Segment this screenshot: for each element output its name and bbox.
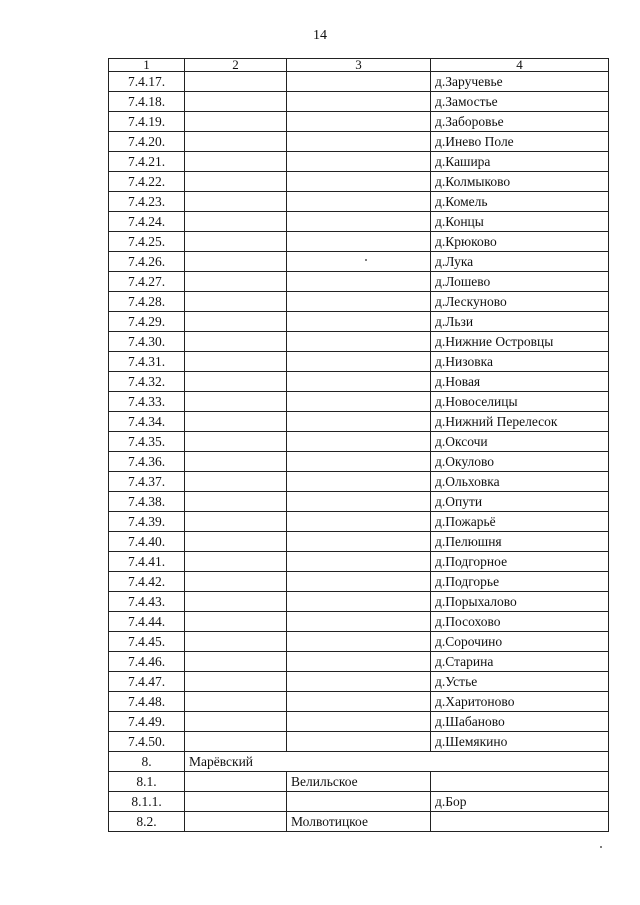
row-settlement: д.Нижний Перелесок xyxy=(431,412,609,432)
row-settlement: д.Подгорье xyxy=(431,572,609,592)
row-number: 7.4.23. xyxy=(109,192,185,212)
row-col-3 xyxy=(287,232,431,252)
row-number: 8.1. xyxy=(109,772,185,792)
table-row xyxy=(109,212,609,232)
table-row xyxy=(109,812,609,832)
row-col-3: Велильское xyxy=(287,772,431,792)
row-col-2 xyxy=(185,372,287,392)
row-number: 7.4.33. xyxy=(109,392,185,412)
row-col-2 xyxy=(185,472,287,492)
scan-speck xyxy=(365,259,367,261)
row-col-2 xyxy=(185,772,287,792)
table-row xyxy=(109,292,609,312)
row-col-3 xyxy=(287,432,431,452)
row-number: 7.4.24. xyxy=(109,212,185,232)
row-number: 7.4.19. xyxy=(109,112,185,132)
row-col-2 xyxy=(185,392,287,412)
row-settlement xyxy=(431,812,609,832)
table-row xyxy=(109,692,609,712)
row-number: 7.4.34. xyxy=(109,412,185,432)
row-col-3 xyxy=(287,792,431,812)
row-settlement: д.Шабаново xyxy=(431,712,609,732)
row-number: 7.4.25. xyxy=(109,232,185,252)
row-settlement: д.Концы xyxy=(431,212,609,232)
row-number: 7.4.22. xyxy=(109,172,185,192)
row-number: 7.4.21. xyxy=(109,152,185,172)
row-col-3 xyxy=(287,652,431,672)
row-col-2 xyxy=(185,812,287,832)
row-col-2 xyxy=(185,412,287,432)
row-col-2 xyxy=(185,792,287,812)
row-number: 7.4.30. xyxy=(109,332,185,352)
row-settlement: д.Инево Поле xyxy=(431,132,609,152)
row-col-2 xyxy=(185,632,287,652)
section-name: Марёвский xyxy=(185,752,609,772)
page-number: 14 xyxy=(313,28,327,43)
table-row xyxy=(109,572,609,592)
table-row xyxy=(109,312,609,332)
row-col-3 xyxy=(287,492,431,512)
table-row xyxy=(109,492,609,512)
row-col-3 xyxy=(287,112,431,132)
row-settlement: д.Старина xyxy=(431,652,609,672)
section-row xyxy=(109,752,609,772)
row-col-3 xyxy=(287,72,431,92)
row-col-2 xyxy=(185,452,287,472)
row-number: 7.4.47. xyxy=(109,672,185,692)
row-col-2 xyxy=(185,732,287,752)
row-settlement: д.Заборовье xyxy=(431,112,609,132)
row-col-3 xyxy=(287,192,431,212)
row-col-3 xyxy=(287,272,431,292)
table-row xyxy=(109,72,609,92)
row-number: 7.4.27. xyxy=(109,272,185,292)
table-row xyxy=(109,632,609,652)
row-settlement: д.Сорочино xyxy=(431,632,609,652)
row-col-2 xyxy=(185,512,287,532)
header-col-1: 1 xyxy=(109,59,185,72)
row-col-2 xyxy=(185,332,287,352)
row-col-3 xyxy=(287,152,431,172)
table-header-row xyxy=(109,59,609,72)
row-col-2 xyxy=(185,212,287,232)
row-settlement: д.Лука xyxy=(431,252,609,272)
row-settlement: д.Новоселицы xyxy=(431,392,609,412)
row-settlement: д.Лошево xyxy=(431,272,609,292)
row-settlement: д.Колмыково xyxy=(431,172,609,192)
table-row xyxy=(109,232,609,252)
row-col-3 xyxy=(287,552,431,572)
table-row xyxy=(109,132,609,152)
row-settlement: д.Льзи xyxy=(431,312,609,332)
row-col-2 xyxy=(185,312,287,332)
row-number: 7.4.17. xyxy=(109,72,185,92)
row-number: 7.4.38. xyxy=(109,492,185,512)
row-col-2 xyxy=(185,72,287,92)
table-row xyxy=(109,192,609,212)
row-col-2 xyxy=(185,532,287,552)
table-row xyxy=(109,472,609,492)
row-settlement: д.Шемякино xyxy=(431,732,609,752)
row-col-2 xyxy=(185,272,287,292)
row-settlement: д.Окулово xyxy=(431,452,609,472)
table-row xyxy=(109,532,609,552)
row-col-3 xyxy=(287,292,431,312)
row-number: 7.4.20. xyxy=(109,132,185,152)
table-row xyxy=(109,792,609,812)
table-row xyxy=(109,452,609,472)
row-col-3 xyxy=(287,352,431,372)
table-row xyxy=(109,652,609,672)
row-number: 7.4.49. xyxy=(109,712,185,732)
header-col-4: 4 xyxy=(431,59,609,72)
row-number: 7.4.45. xyxy=(109,632,185,652)
row-col-3 xyxy=(287,472,431,492)
section-number: 8. xyxy=(109,752,185,772)
row-settlement: д.Ольховка xyxy=(431,472,609,492)
table-row xyxy=(109,512,609,532)
row-col-3 xyxy=(287,252,431,272)
row-number: 7.4.42. xyxy=(109,572,185,592)
row-col-3 xyxy=(287,692,431,712)
row-settlement: д.Опути xyxy=(431,492,609,512)
table-row xyxy=(109,352,609,372)
table-row xyxy=(109,172,609,192)
row-col-3 xyxy=(287,532,431,552)
row-col-3 xyxy=(287,332,431,352)
row-settlement: д.Подгорное xyxy=(431,552,609,572)
row-settlement: д.Пожарьё xyxy=(431,512,609,532)
row-settlement: д.Лескуново xyxy=(431,292,609,312)
row-number: 7.4.43. xyxy=(109,592,185,612)
row-settlement: д.Новая xyxy=(431,372,609,392)
table-row xyxy=(109,152,609,172)
table-row xyxy=(109,552,609,572)
row-settlement: д.Низовка xyxy=(431,352,609,372)
row-col-3 xyxy=(287,92,431,112)
table-row xyxy=(109,272,609,292)
row-settlement: д.Комель xyxy=(431,192,609,212)
table-row xyxy=(109,412,609,432)
row-col-3 xyxy=(287,732,431,752)
row-col-2 xyxy=(185,172,287,192)
row-col-3 xyxy=(287,412,431,432)
row-settlement xyxy=(431,772,609,792)
row-col-3 xyxy=(287,392,431,412)
row-settlement: д.Заручевье xyxy=(431,72,609,92)
row-col-2 xyxy=(185,292,287,312)
row-settlement: д.Нижние Островцы xyxy=(431,332,609,352)
row-settlement: д.Крюково xyxy=(431,232,609,252)
row-col-2 xyxy=(185,152,287,172)
row-settlement: д.Бор xyxy=(431,792,609,812)
table-row xyxy=(109,592,609,612)
row-col-2 xyxy=(185,672,287,692)
row-number: 7.4.44. xyxy=(109,612,185,632)
row-col-2 xyxy=(185,612,287,632)
table-row xyxy=(109,252,609,272)
row-number: 7.4.48. xyxy=(109,692,185,712)
row-col-2 xyxy=(185,692,287,712)
row-number: 7.4.29. xyxy=(109,312,185,332)
row-number: 7.4.28. xyxy=(109,292,185,312)
row-col-3 xyxy=(287,172,431,192)
row-col-2 xyxy=(185,92,287,112)
row-number: 7.4.35. xyxy=(109,432,185,452)
row-settlement: д.Устье xyxy=(431,672,609,692)
row-col-2 xyxy=(185,712,287,732)
settlements-table xyxy=(108,58,609,832)
row-col-2 xyxy=(185,552,287,572)
table-row xyxy=(109,732,609,752)
row-col-3 xyxy=(287,452,431,472)
table-row xyxy=(109,432,609,452)
row-number: 8.2. xyxy=(109,812,185,832)
row-col-2 xyxy=(185,432,287,452)
row-settlement: д.Пелюшня xyxy=(431,532,609,552)
row-col-3 xyxy=(287,612,431,632)
row-number: 7.4.37. xyxy=(109,472,185,492)
row-settlement: д.Порыхалово xyxy=(431,592,609,612)
row-number: 7.4.31. xyxy=(109,352,185,372)
row-col-3 xyxy=(287,212,431,232)
row-col-2 xyxy=(185,132,287,152)
row-settlement: д.Харитоново xyxy=(431,692,609,712)
table-row xyxy=(109,392,609,412)
row-col-2 xyxy=(185,252,287,272)
row-col-2 xyxy=(185,492,287,512)
table-row xyxy=(109,332,609,352)
row-col-2 xyxy=(185,112,287,132)
table-row xyxy=(109,712,609,732)
row-col-2 xyxy=(185,572,287,592)
row-number: 8.1.1. xyxy=(109,792,185,812)
row-number: 7.4.46. xyxy=(109,652,185,672)
row-col-3 xyxy=(287,312,431,332)
row-number: 7.4.26. xyxy=(109,252,185,272)
table-row xyxy=(109,112,609,132)
row-col-3 xyxy=(287,372,431,392)
row-col-2 xyxy=(185,192,287,212)
row-settlement: д.Кашира xyxy=(431,152,609,172)
row-number: 7.4.39. xyxy=(109,512,185,532)
row-number: 7.4.41. xyxy=(109,552,185,572)
table-row xyxy=(109,372,609,392)
row-settlement: д.Оксочи xyxy=(431,432,609,452)
row-col-3 xyxy=(287,632,431,652)
row-number: 7.4.32. xyxy=(109,372,185,392)
row-col-3 xyxy=(287,132,431,152)
row-col-3 xyxy=(287,572,431,592)
row-col-3 xyxy=(287,592,431,612)
row-number: 7.4.40. xyxy=(109,532,185,552)
row-settlement: д.Посохово xyxy=(431,612,609,632)
row-settlement: д.Замостье xyxy=(431,92,609,112)
table-row xyxy=(109,612,609,632)
header-col-3: 3 xyxy=(287,59,431,72)
row-col-2 xyxy=(185,592,287,612)
row-col-2 xyxy=(185,232,287,252)
table-row xyxy=(109,672,609,692)
row-col-2 xyxy=(185,352,287,372)
header-col-2: 2 xyxy=(185,59,287,72)
row-col-3 xyxy=(287,512,431,532)
table-row xyxy=(109,772,609,792)
row-col-2 xyxy=(185,652,287,672)
row-col-3: Молвотицкое xyxy=(287,812,431,832)
row-col-3 xyxy=(287,672,431,692)
row-col-3 xyxy=(287,712,431,732)
row-number: 7.4.18. xyxy=(109,92,185,112)
row-number: 7.4.36. xyxy=(109,452,185,472)
scan-speck xyxy=(600,846,602,848)
table-row xyxy=(109,92,609,112)
row-number: 7.4.50. xyxy=(109,732,185,752)
